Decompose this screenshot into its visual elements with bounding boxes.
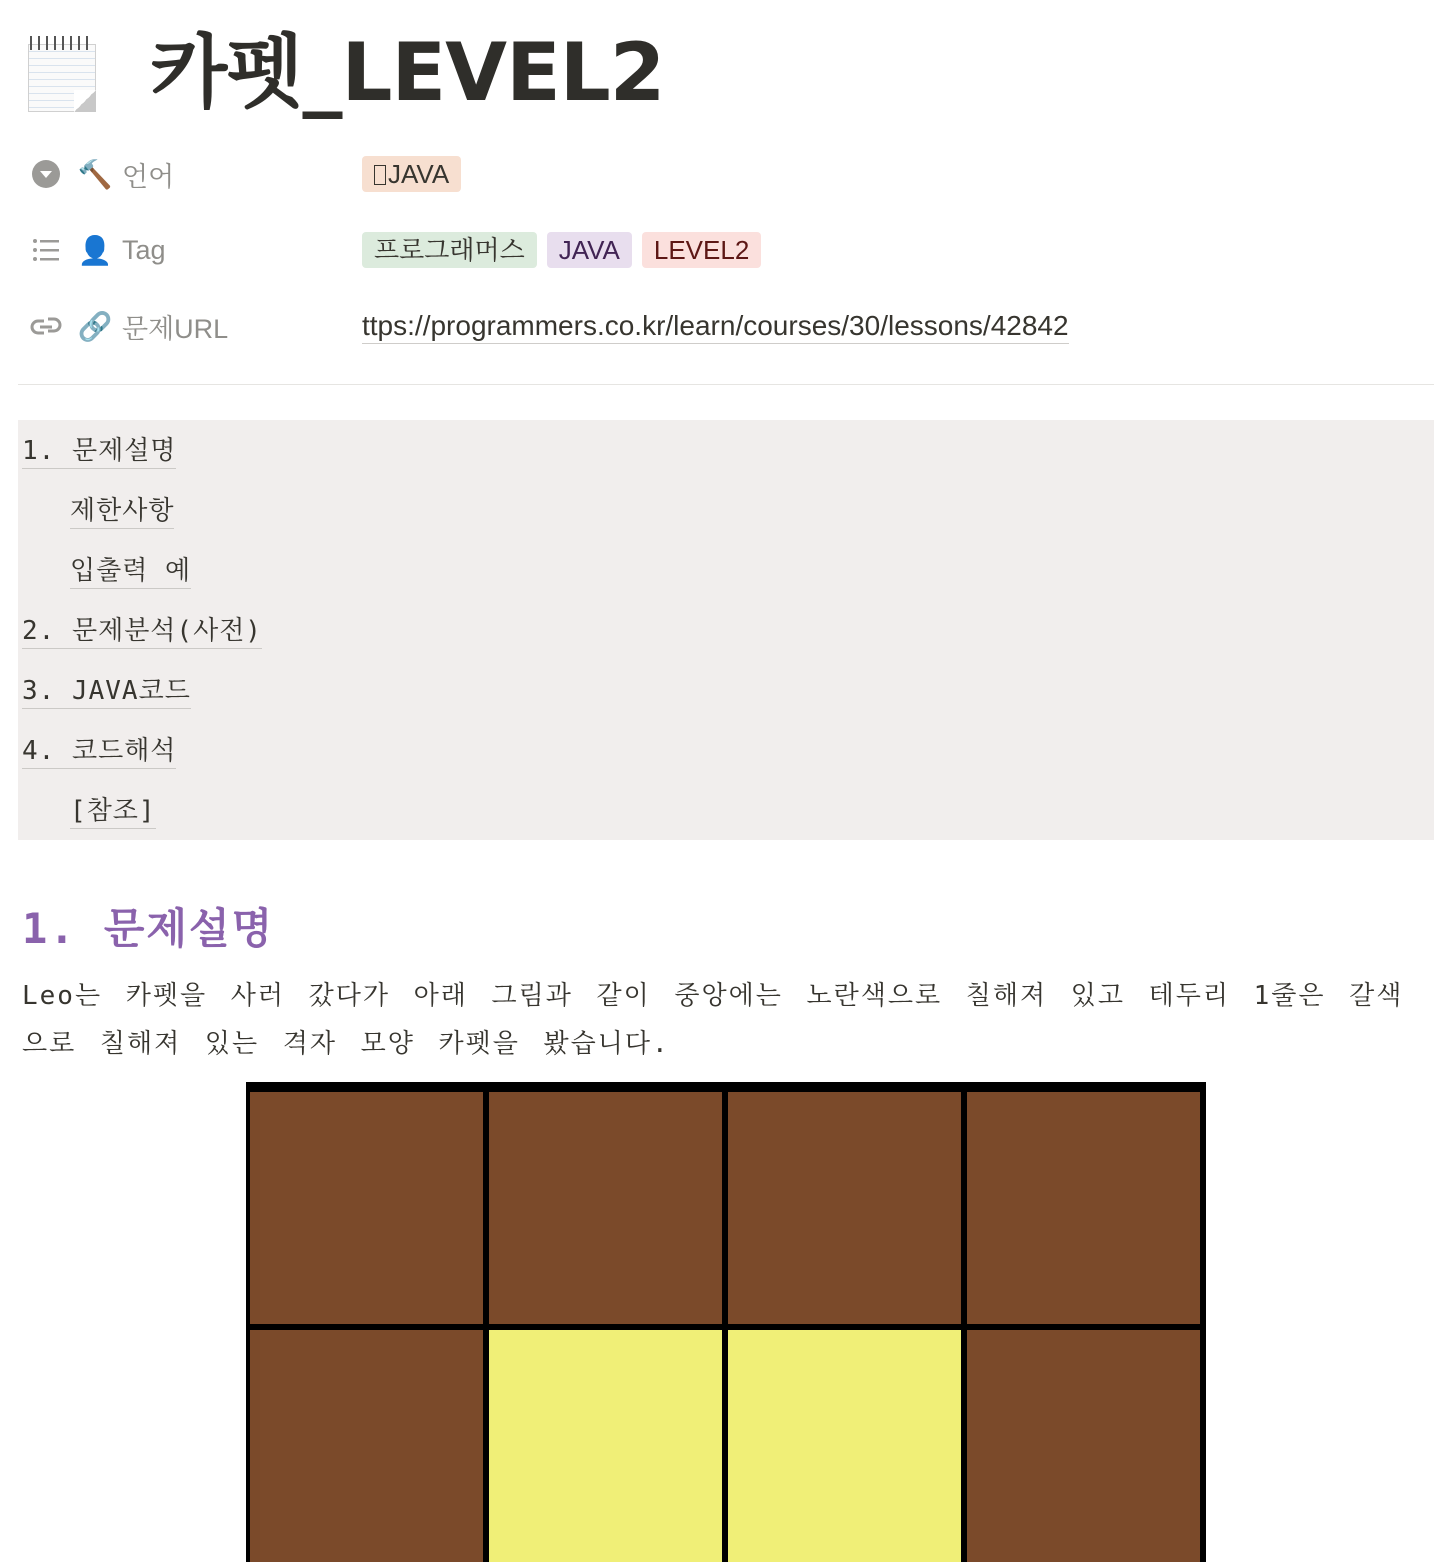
link-icon — [30, 310, 62, 342]
property-name-tag: Tag — [122, 234, 166, 265]
person-icon: 👤 — [77, 233, 113, 267]
toc-item-io-example[interactable]: 입출력 예 — [70, 554, 191, 589]
hammer-icon: 🔨 — [77, 157, 113, 191]
carpet-cell-brown — [250, 1330, 483, 1562]
carpet-cell-brown — [967, 1092, 1200, 1324]
language-chip-label: JAVA — [388, 159, 450, 189]
problem-url-link[interactable]: ttps://programmers.co.kr/learn/courses/30/lessons/42842 — [362, 309, 1069, 344]
list-icon — [30, 234, 62, 266]
toc-item-java-code[interactable]: 3. JAVA코드 — [22, 674, 191, 709]
toc-item-problem-description[interactable]: 1. 문제설명 — [22, 434, 176, 469]
chain-link-icon: 🔗 — [77, 309, 113, 343]
toc-item-constraints[interactable]: 제한사항 — [70, 494, 174, 529]
title-row — [26, 28, 664, 118]
property-value-language[interactable] — [362, 152, 461, 196]
table-of-contents — [18, 420, 1434, 840]
property-name-language: 언어 — [122, 161, 175, 192]
section-heading-problem-description: 1. 문제설명 — [22, 904, 275, 953]
missing-glyph-icon — [374, 165, 386, 185]
carpet-cell-brown — [728, 1092, 961, 1324]
property-value-tag[interactable] — [362, 228, 761, 272]
properties-divider — [18, 384, 1434, 385]
toc-item-problem-analysis[interactable]: 2. 문제분석(사전) — [22, 614, 262, 649]
carpet-cell-brown — [967, 1330, 1200, 1562]
carpet-cell-yellow — [728, 1330, 961, 1562]
carpet-grid-image[interactable] — [246, 1082, 1206, 1562]
tag-chip-level2[interactable]: LEVEL2 — [642, 232, 761, 268]
carpet-cell-brown — [250, 1092, 483, 1324]
property-language[interactable] — [30, 152, 174, 196]
carpet-cell-brown — [489, 1092, 722, 1324]
property-value-url[interactable] — [362, 304, 1069, 348]
language-chip[interactable] — [362, 156, 461, 192]
toc-item-code-explanation[interactable]: 4. 코드해석 — [22, 734, 176, 769]
carpet-cell-yellow — [489, 1330, 722, 1562]
notepad-icon[interactable] — [26, 32, 98, 114]
page-title[interactable]: 카펫_LEVEL2 — [150, 26, 665, 119]
chevron-down-circle-icon — [30, 158, 62, 190]
property-tag[interactable] — [30, 228, 166, 272]
tag-chip-programmers[interactable]: 프로그래머스 — [362, 232, 537, 268]
property-name-url: 문제URL — [122, 313, 229, 344]
property-url[interactable] — [30, 304, 228, 348]
tag-chip-java[interactable]: JAVA — [547, 232, 632, 268]
toc-item-reference[interactable]: [참조] — [70, 794, 156, 829]
problem-description-paragraph: Leo는 카펫을 사러 갔다가 아래 그림과 같이 중앙에는 노란색으로 칠해져 있고 테두리 1줄은 갈색으로 칠해져 있는 격자 모양 카펫을 봤습니다. — [22, 981, 1404, 1059]
